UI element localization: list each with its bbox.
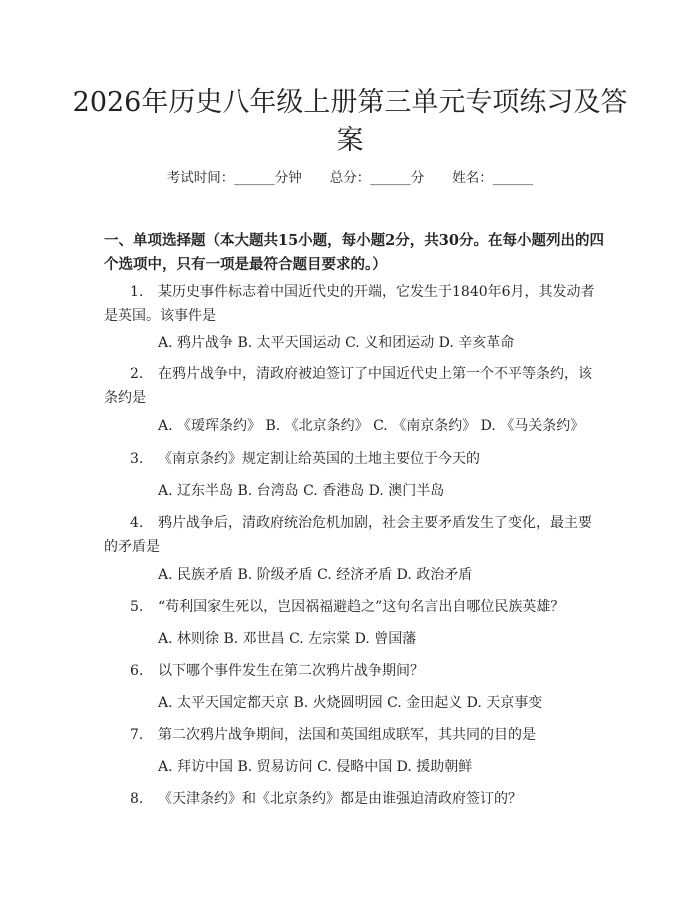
question-1-options: A. 鸦片战争 B. 太平天国运动 C. 义和团运动 D. 辛亥革命: [158, 335, 515, 351]
question-5-options: A. 林则徐 B. 邓世昌 C. 左宗棠 D. 曾国藩: [158, 631, 417, 647]
question-number: 2.: [130, 366, 144, 382]
question-text: 《南京条约》规定割让给英国的土地主要位于今天的: [158, 451, 480, 467]
question-4-options: A. 民族矛盾 B. 阶级矛盾 C. 经济矛盾 D. 政治矛盾: [158, 567, 473, 583]
question-number: 8.: [130, 791, 144, 807]
question-number: 6.: [130, 663, 144, 679]
question-text: 第二次鸦片战争期间，法国和英国组成联军，其共同的目的是: [158, 727, 536, 743]
question-5: [104, 595, 604, 619]
question-number: 5.: [130, 599, 144, 615]
question-7-options: A. 拜访中国 B. 贸易访问 C. 侵略中国 D. 援助朝鲜: [158, 759, 473, 775]
question-text: 以下哪个事件发生在第二次鸦片战争期间？: [158, 663, 424, 679]
question-2-options: A. 《瑷珲条约》 B. 《北京条约》 C. 《南京条约》 D. 《马关条约》: [158, 418, 585, 434]
document-title: 2026年历史八年级上册第三单元专项练习及答案: [72, 87, 628, 156]
question-2: [104, 362, 604, 410]
exam-info: [0, 168, 700, 188]
question-number: 1.: [130, 284, 144, 300]
question-7: [104, 723, 604, 747]
question-number: 4.: [130, 515, 144, 531]
section-heading: 一、单项选择题（本大题共15小题，每小题2分，共30分。在每小题列出的四个选项中，只有一项是最符合题目要求的。）: [104, 232, 604, 273]
question-text: “苟利国家生死以，岂因祸福避趋之”这句名言出自哪位民族英雄？: [158, 599, 565, 615]
question-6-options: A. 太平天国定都天京 B. 火烧圆明园 C. 金田起义 D. 天京事变: [158, 695, 543, 711]
question-3-options: A. 辽东半岛 B. 台湾岛 C. 香港岛 D. 澳门半岛: [158, 483, 445, 499]
question-number: 3.: [130, 451, 144, 467]
question-text: 在鸦片战争中，清政府被迫签订了中国近代史上第一个不平等条约，该条约是: [104, 366, 592, 406]
question-8: [104, 787, 604, 811]
name-field: 姓名：______: [452, 170, 534, 186]
question-6: [104, 659, 604, 683]
question-number: 7.: [130, 727, 144, 743]
question-3: [104, 447, 604, 471]
question-text: 某历史事件标志着中国近代史的开端，它发生于1840年6月，其发动者是英国。该事件是: [104, 284, 595, 324]
total-score-field: 总分：______分: [329, 170, 425, 186]
question-4: [104, 511, 604, 559]
question-1: [104, 280, 604, 328]
question-text: 鸦片战争后，清政府统治危机加剧，社会主要矛盾发生了变化，最主要的矛盾是: [104, 515, 592, 555]
question-text: 《天津条约》和《北京条约》都是由谁强迫清政府签订的？: [158, 791, 522, 807]
exam-time-field: 考试时间：______分钟: [166, 170, 302, 186]
